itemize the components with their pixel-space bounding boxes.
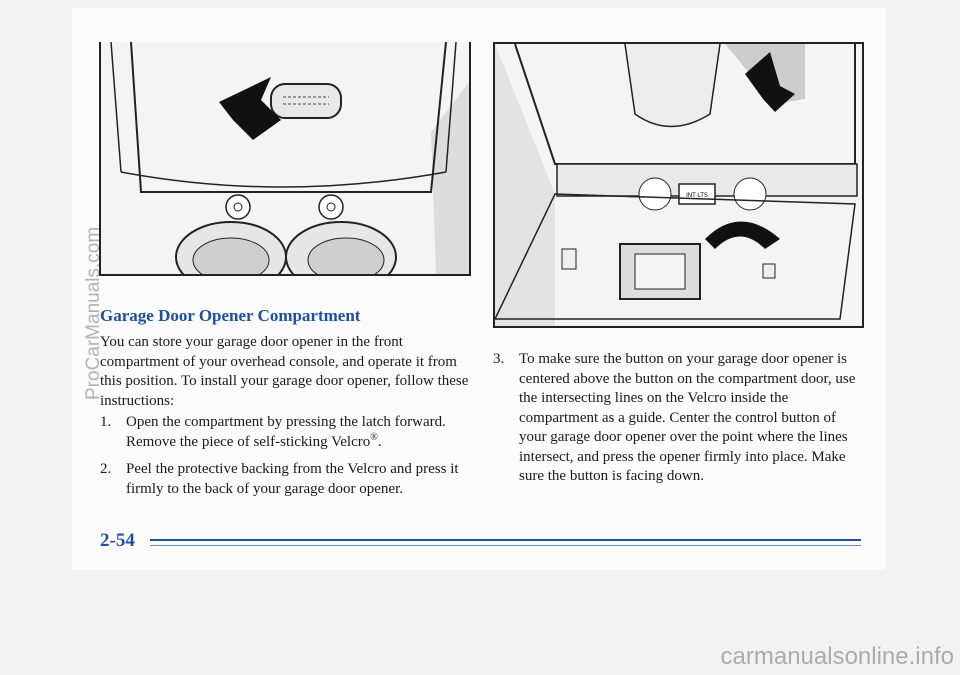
instruction-list-left [100,413,476,499]
watermark-bottom: carmanualsonline.info [720,643,954,670]
registered-mark: ® [370,431,378,443]
watermark-left: ProCarManuals.com [83,226,104,400]
section-heading: Garage Door Opener Compartment [100,306,361,325]
step-text: To make sure the button on your garage door opener is centered above the button on the compartment door, use the intersecting lines on the Velcro inside the compartment as a guide. Center the control button of your garage door opener over the point where the lines intersect, and press the opener firmly into place. Make sure the button is facing down. [519,351,856,484]
open-compartment-figure [493,42,864,328]
list-item [493,350,863,487]
instruction-list-right [493,350,863,487]
int-lts-label: INT LTS [686,193,708,199]
intro-paragraph: You can store your garage door opener in the front compartment of your overhead console, and operate it from this position. To install your garage door opener, follow these instructions: [100,334,469,409]
console-latch-figure [99,42,471,276]
step-text: Open the compartment by pressing the latch forward. Remove the piece of self-sticking Velcro [126,414,446,450]
step-text: Peel the protective backing from the Velcro and press it firmly to the back of your garage door opener. [126,461,459,497]
step-number: 3. [493,351,505,367]
footer-rule-thin [150,545,861,546]
footer-rule [150,539,861,541]
step-text-end: . [377,433,382,450]
step-number: 1. [100,414,112,430]
list-item [100,413,476,452]
step-number: 2. [100,461,112,477]
page-number: 2-54 [100,530,135,551]
list-item [100,460,476,499]
